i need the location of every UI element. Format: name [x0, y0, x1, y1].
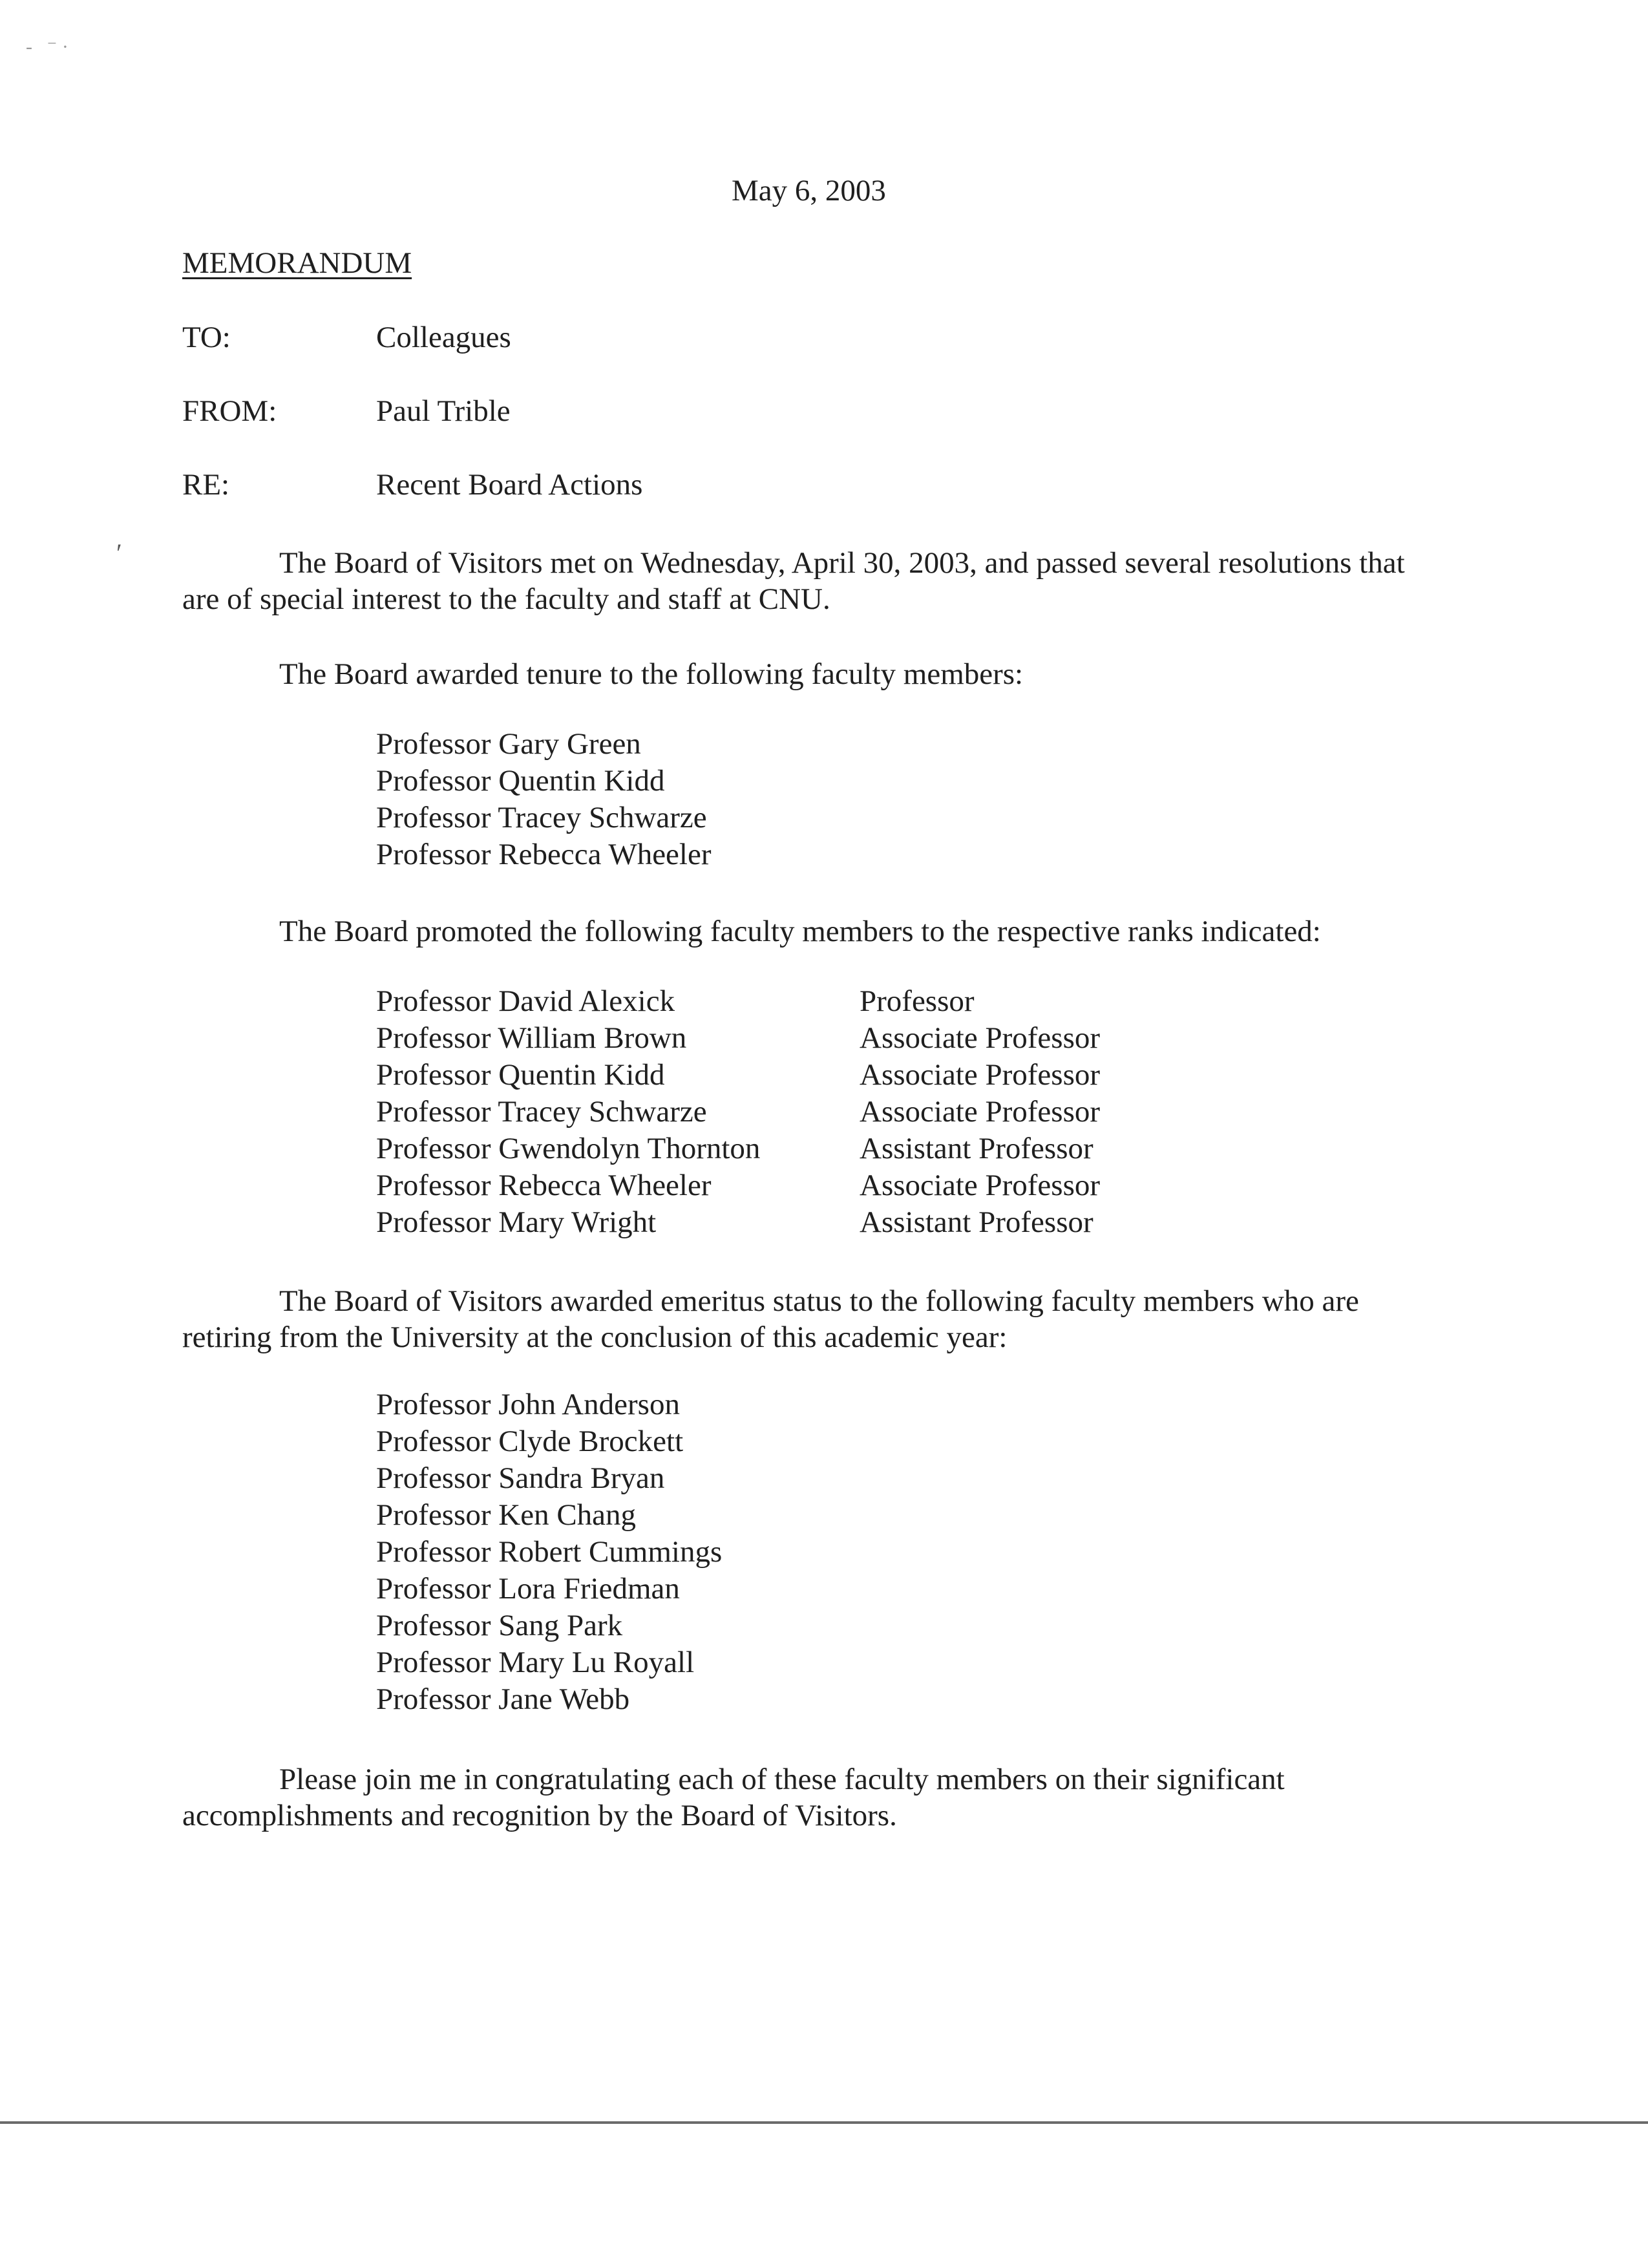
promotion-rank: Associate Professor [860, 1169, 1101, 1202]
promotion-rank: Associate Professor [860, 1058, 1101, 1092]
promotion-name: Professor Gwendolyn Thornton [376, 1132, 761, 1165]
list-item: Professor Ken Chang [376, 1498, 637, 1532]
from-value: Paul Trible [376, 394, 511, 428]
list-item: Professor Lora Friedman [376, 1572, 680, 1606]
emeritus-intro: The Board of Visitors awarded emeritus status to the following faculty members who are retiring from the University at the conclusion of this academic year: [182, 1284, 1359, 1354]
list-item: Professor Mary Lu Royall [376, 1646, 695, 1679]
tenure-intro: The Board awarded tenure to the following faculty members: [279, 657, 1024, 691]
promotion-rank: Assistant Professor [860, 1132, 1093, 1165]
list-item: Professor Rebecca Wheeler [376, 838, 712, 871]
memo-heading: MEMORANDUM [182, 246, 412, 280]
table-row [376, 1094, 1100, 1130]
list-item: Professor Clyde Brockett [376, 1425, 684, 1458]
table-row [376, 983, 1100, 1020]
list-item: Professor Tracey Schwarze [376, 801, 707, 834]
tenure-list [376, 726, 712, 873]
memo-date: May 6, 2003 [732, 174, 886, 207]
scan-speck: ʹ [116, 538, 122, 567]
promotion-rank: Associate Professor [860, 1021, 1101, 1055]
table-row [376, 1204, 1100, 1241]
table-row [376, 1167, 1100, 1204]
promotion-name: Professor Mary Wright [376, 1205, 657, 1239]
promotion-name: Professor Quentin Kidd [376, 1058, 665, 1092]
re-value: Recent Board Actions [376, 468, 643, 502]
promotion-name: Professor Tracey Schwarze [376, 1095, 707, 1129]
table-row [376, 1020, 1100, 1057]
list-item: Professor Robert Cummings [376, 1535, 723, 1569]
list-item: Professor John Anderson [376, 1388, 680, 1421]
promotion-rank: Associate Professor [860, 1095, 1101, 1129]
promotion-name: Professor William Brown [376, 1021, 687, 1055]
promotion-name: Professor David Alexick [376, 984, 675, 1018]
promotion-intro: The Board promoted the following faculty members to the respective ranks indicated: [279, 915, 1321, 948]
closing-paragraph: Please join me in congratulating each of these faculty members on their significant accomplishments and recognition by the Board of Visitors. [182, 1763, 1285, 1832]
table-row [376, 1130, 1100, 1167]
to-value: Colleagues [376, 321, 511, 354]
list-item: Professor Gary Green [376, 727, 641, 761]
intro-paragraph: The Board of Visitors met on Wednesday, April 30, 2003, and passed several resolutions that are of special interest to the faculty and staff at CNU. [182, 546, 1405, 616]
promotion-rank: Assistant Professor [860, 1205, 1093, 1239]
list-item: Professor Quentin Kidd [376, 764, 665, 798]
emeritus-list [376, 1386, 722, 1718]
table-row [376, 1057, 1100, 1094]
from-label: FROM: [182, 394, 277, 428]
re-label: RE: [182, 468, 230, 502]
list-item: Professor Sandra Bryan [376, 1461, 665, 1495]
list-item: Professor Jane Webb [376, 1682, 630, 1716]
scan-edge-line [0, 2121, 1648, 2124]
promotion-table [376, 983, 1100, 1241]
promotion-rank: Professor [860, 984, 975, 1018]
scan-speck: - ⁻ · [26, 36, 69, 58]
to-label: TO: [182, 321, 231, 354]
list-item: Professor Sang Park [376, 1609, 623, 1642]
promotion-name: Professor Rebecca Wheeler [376, 1169, 712, 1202]
